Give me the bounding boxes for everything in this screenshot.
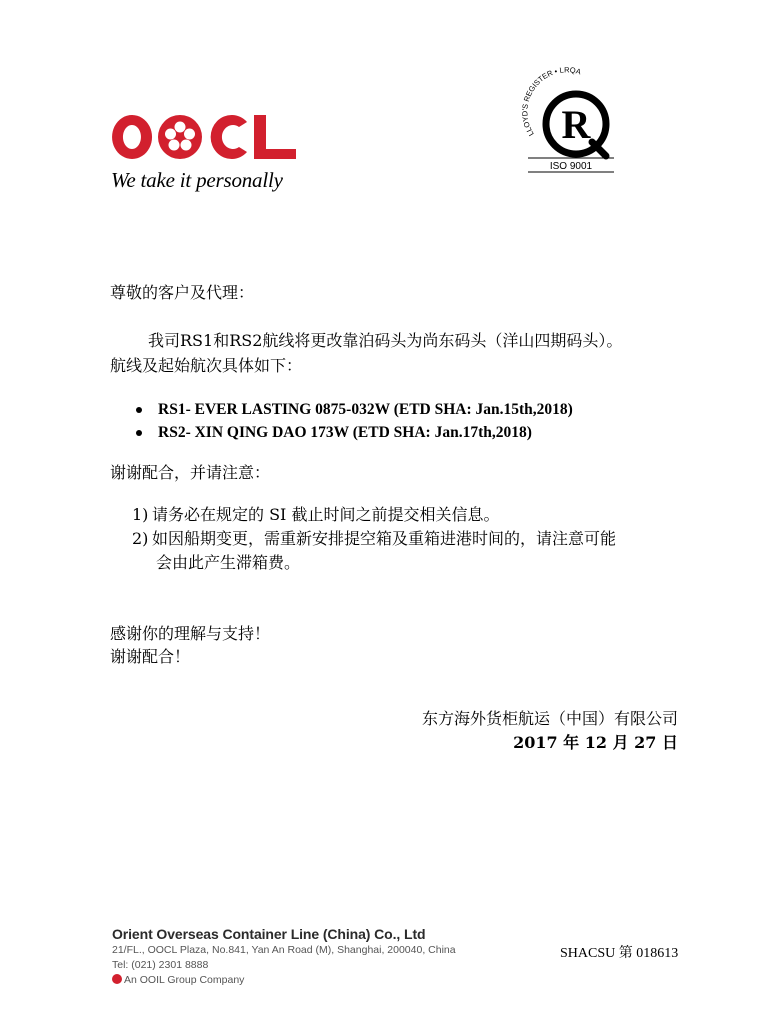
intro-line-1: 我司RS1和RS2航线将更改靠泊码头为尚东码头（洋山四期码头）。 bbox=[148, 331, 623, 350]
notes-list bbox=[132, 503, 616, 575]
intro-line-2: 航线及起始航次具体如下： bbox=[110, 356, 303, 375]
footer-group: An OOIL Group Company bbox=[112, 973, 492, 988]
note-item: 1) 请务必在规定的 SI 截止时间之前提交相关信息。 bbox=[132, 505, 500, 524]
closing-line: 感谢你的理解与支持！ bbox=[110, 624, 271, 643]
paragraph-intro bbox=[110, 329, 622, 352]
letter-date: 2017 年 12 月 27 日 bbox=[513, 733, 678, 752]
footer-phone: Tel: (021) 2301 8888 bbox=[112, 959, 209, 971]
note-item: 2) 如因船期变更，需重新安排提空箱及重箱进港时间的，请注意可能 bbox=[132, 529, 617, 548]
company-signature: 东方海外货柜航运（中国）有限公司 bbox=[421, 709, 678, 728]
salutation: 尊敬的客户及代理： bbox=[110, 283, 255, 302]
lrqa-iso-badge bbox=[520, 62, 620, 174]
svg-text:LLOYD'S REGISTER • LRQA: LLOYD'S REGISTER • LRQA bbox=[520, 65, 583, 138]
list-item: RS2- XIN QING DAO 173W (ETD SHA: Jan.17th,2018) bbox=[138, 421, 573, 444]
slogan: We take it personally bbox=[111, 168, 283, 192]
footer-address: 21/FL., OOCL Plaza, No.841, Yan An Road (M), Shanghai, 200040, China bbox=[112, 944, 456, 956]
svg-text:R: R bbox=[561, 102, 591, 147]
document-reference: SHACSU 第 018613 bbox=[560, 946, 679, 961]
list-item: RS1- EVER LASTING 0875-032W (ETD SHA: Jan.15th,2018) bbox=[138, 398, 573, 421]
flower-icon bbox=[112, 974, 122, 984]
svg-text:ISO 9001: ISO 9001 bbox=[549, 161, 593, 172]
note-continuation: 会由此产生滞箱费。 bbox=[156, 553, 301, 572]
footer-letterhead bbox=[112, 925, 492, 988]
closing-line: 谢谢配合！ bbox=[110, 647, 191, 666]
voyage-list bbox=[138, 398, 573, 444]
notice-heading: 谢谢配合，并请注意： bbox=[110, 463, 271, 482]
footer-company-name: Orient Overseas Container Line (China) Co., Ltd bbox=[112, 926, 426, 942]
